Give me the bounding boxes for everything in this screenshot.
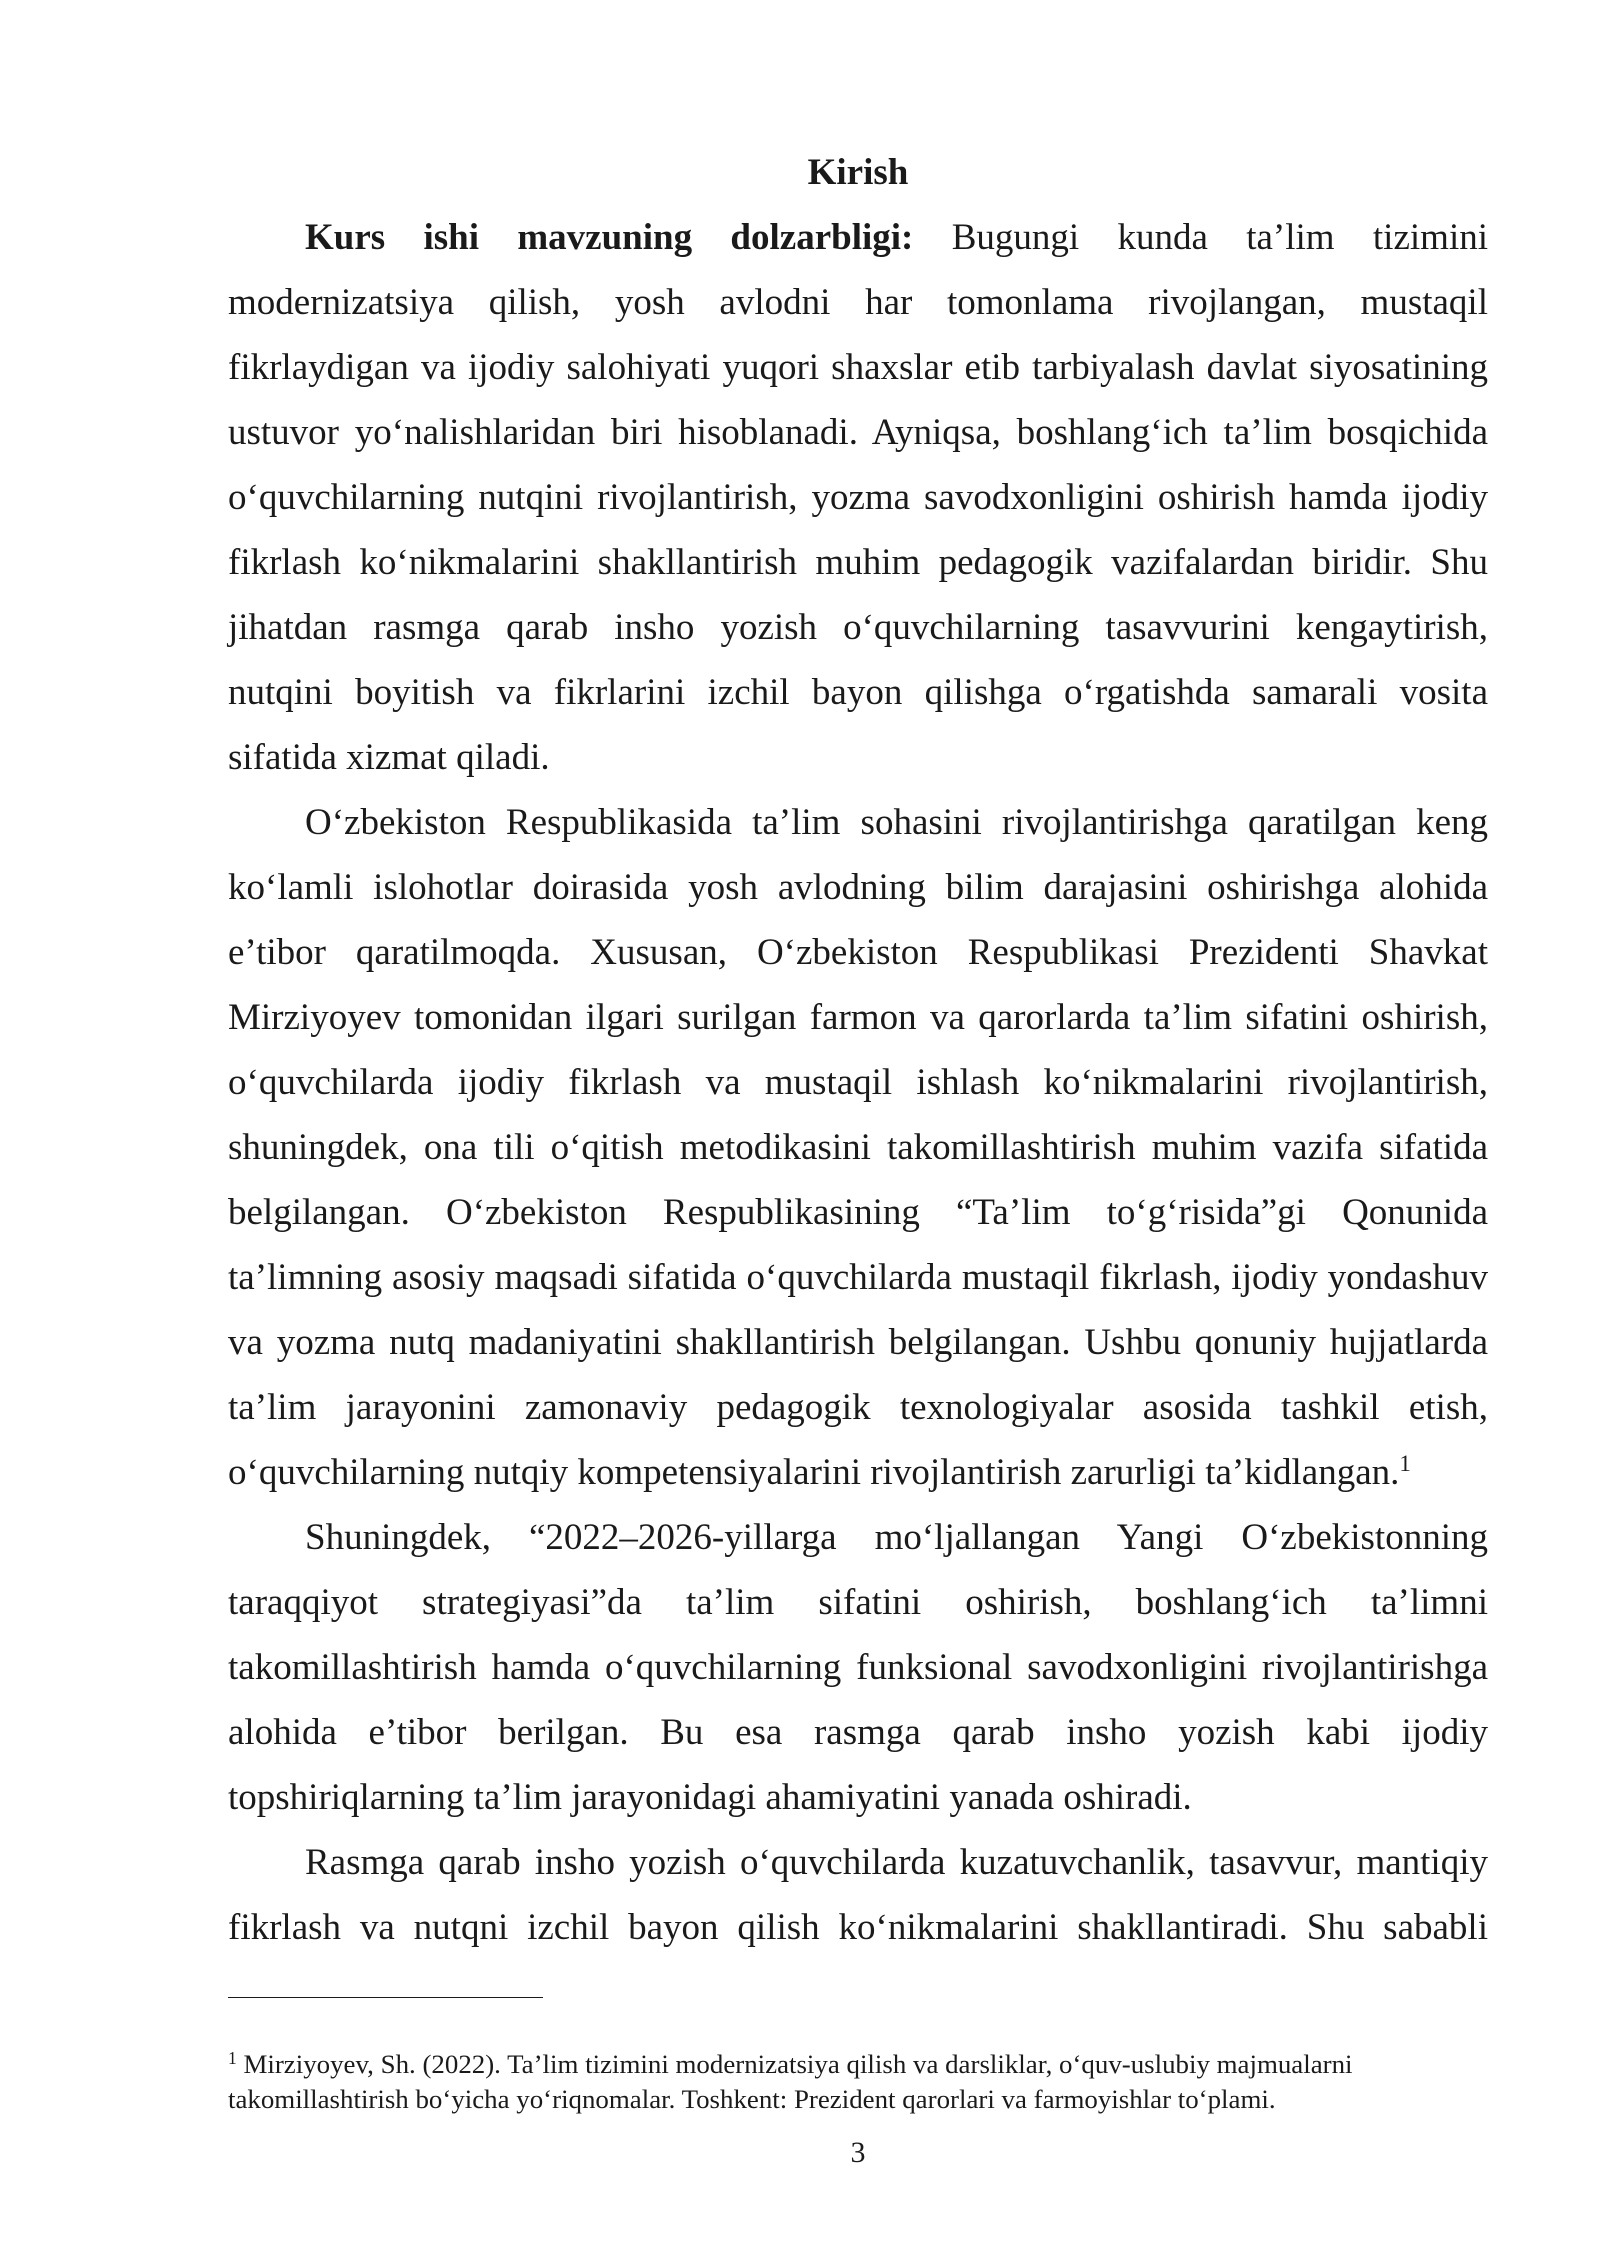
text-line: ta’limning asosiy maqsadi sifatida o‘quvchilarda mustaqil fikrlash, ijodiy yondashuv bbox=[228, 1257, 1488, 1298]
text-line: o‘quvchilarda ijodiy fikrlash va mustaqil ishlash ko‘nikmalarini rivojlantirish, bbox=[228, 1062, 1488, 1103]
text-line: o‘quvchilarning nutqini rivojlantirish, yozma savodxonligini oshirish hamda ijodiy bbox=[228, 477, 1488, 518]
text-line: Shuningdek, “2022–2026-yillarga mo‘ljallangan Yangi O‘zbekistonning bbox=[305, 1517, 1488, 1558]
text-line: belgilangan. O‘zbekiston Respublikasining “Ta’lim to‘g‘risida”gi Qonunida bbox=[228, 1192, 1488, 1233]
footnote-text: Mirziyoyev, Sh. (2022). Ta’lim tizimini modernizatsiya qilish va darsliklar, o‘quv-uslubiy majmualarni bbox=[243, 2049, 1353, 2079]
paragraph-strategy bbox=[228, 1505, 1488, 1830]
paragraph-lead: Kurs ishi mavzuning dolzarbligi: bbox=[305, 217, 914, 258]
text-line bbox=[228, 205, 1488, 270]
text-line: takomillashtirish hamda o‘quvchilarning funksional savodxonligini rivojlantirishga bbox=[228, 1647, 1488, 1688]
footnote-line bbox=[228, 2047, 1488, 2082]
text-line: fikrlash va nutqni izchil bayon qilish ko‘nikmalarini shakllantiradi. Shu sababli bbox=[228, 1907, 1488, 1948]
text-line: shuningdek, ona tili o‘qitish metodikasini takomillashtirish muhim vazifa sifatida bbox=[228, 1127, 1488, 1168]
footnote-separator bbox=[228, 1997, 543, 1998]
text-line: e’tibor qaratilmoqda. Xususan, O‘zbekiston Respublikasi Prezidenti Shavkat bbox=[228, 932, 1488, 973]
text-line: ko‘lamli islohotlar doirasida yosh avlodning bilim darajasini oshirishga alohida bbox=[228, 867, 1488, 908]
text-line: va yozma nutq madaniyatini shakllantirish belgilangan. Ushbu qonuniy hujjatlarda bbox=[228, 1322, 1488, 1363]
text-line: sifatida xizmat qiladi. bbox=[228, 737, 550, 778]
text-line: fikrlash ko‘nikmalarini shakllantirish muhim pedagogik vazifalardan biridir. Shu bbox=[228, 542, 1488, 583]
text-line: modernizatsiya qilish, yosh avlodni har tomonlama rivojlangan, mustaqil bbox=[228, 282, 1488, 323]
footnote-line: takomillashtirish bo‘yicha yo‘riqnomalar. Toshkent: Prezident qarorlari va farmoyishlar to‘plami. bbox=[228, 2084, 1276, 2114]
text-line: ustuvor yo‘nalishlaridan biri hisoblanadi. Ayniqsa, boshlang‘ich ta’lim bosqichida bbox=[228, 412, 1488, 453]
text-line: topshiriqlarning ta’lim jarayonidagi ahamiyatini yanada oshiradi. bbox=[228, 1777, 1192, 1818]
paragraph-reforms bbox=[228, 790, 1488, 1505]
text-line: alohida e’tibor berilgan. Bu esa rasmga qarab insho yozish kabi ijodiy bbox=[228, 1712, 1488, 1753]
text-line: jihatdan rasmga qarab insho yozish o‘quvchilarning tasavvurini kengaytirish, bbox=[228, 607, 1488, 648]
text-line bbox=[228, 1440, 1488, 1505]
text-line: Rasmga qarab insho yozish o‘quvchilarda kuzatuvchanlik, tasavvur, mantiqiy bbox=[305, 1842, 1488, 1883]
text-line: ta’lim jarayonini zamonaviy pedagogik texnologiyalar asosida tashkil etish, bbox=[228, 1387, 1488, 1428]
text-line: Mirziyoyev tomonidan ilgari surilgan farmon va qarorlarda ta’lim sifatini oshirish, bbox=[228, 997, 1488, 1038]
paragraph-relevance bbox=[228, 205, 1488, 790]
text-line: taraqqiyot strategiyasi”da ta’lim sifatini oshirish, boshlang‘ich ta’limni bbox=[228, 1582, 1488, 1623]
footnote-reference: 1 bbox=[1399, 1451, 1411, 1477]
text-line-rest: Bugungi kunda ta’lim tizimini bbox=[951, 217, 1488, 258]
paragraph-essay bbox=[228, 1830, 1488, 1960]
section-title: Kirish bbox=[807, 152, 909, 193]
text-line: fikrlaydigan va ijodiy salohiyati yuqori shaxslar etib tarbiyalash davlat siyosatining bbox=[228, 347, 1488, 388]
page-number: 3 bbox=[850, 2136, 866, 2169]
text-line-content: o‘quvchilarning nutqiy kompetensiyalarini rivojlantirish zarurligi ta’kidlangan. bbox=[228, 1452, 1400, 1493]
text-line: O‘zbekiston Respublikasida ta’lim sohasini rivojlantirishga qaratilgan keng bbox=[305, 802, 1488, 843]
text-line: nutqini boyitish va fikrlarini izchil bayon qilishga o‘rgatishda samarali vosita bbox=[228, 672, 1488, 713]
footnote-marker: 1 bbox=[228, 2048, 237, 2069]
main-text bbox=[228, 140, 1488, 1960]
footnote bbox=[228, 2047, 1488, 2117]
